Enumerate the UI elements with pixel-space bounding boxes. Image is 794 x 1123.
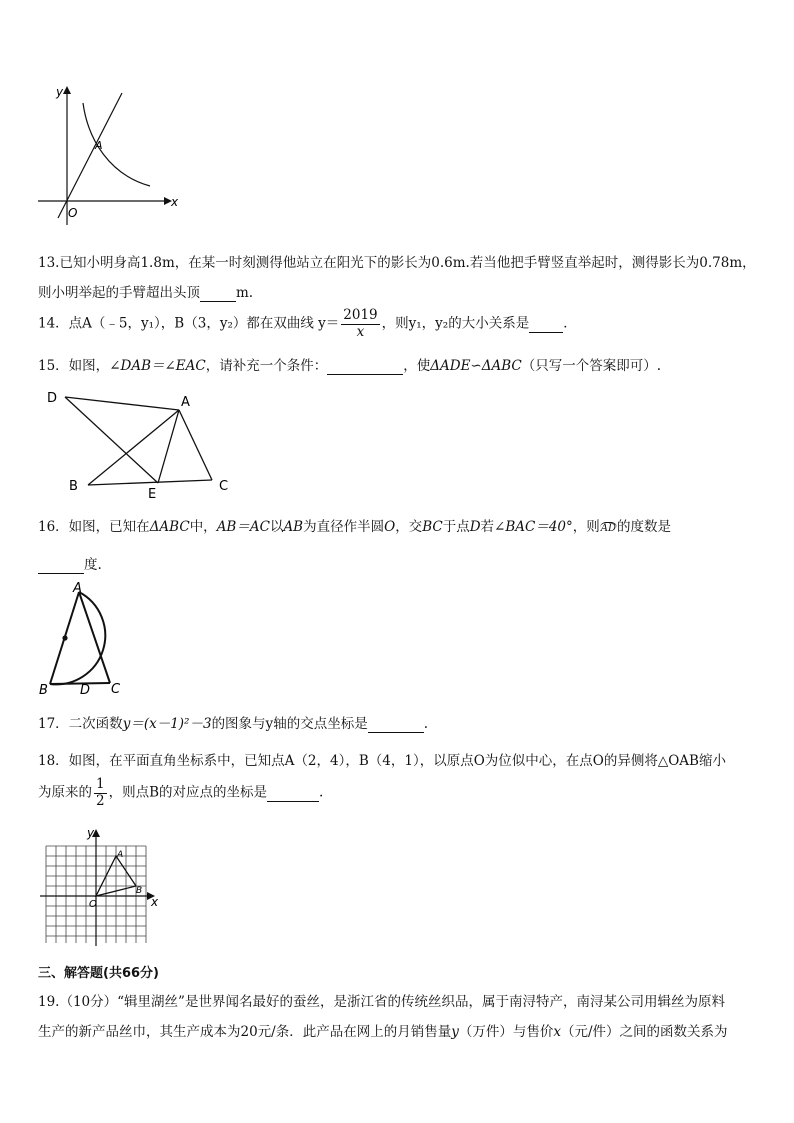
q16-ab: AB bbox=[283, 519, 304, 535]
q18-text-a: 为原来的 bbox=[38, 784, 92, 801]
q16-text-f: 于点 bbox=[442, 519, 470, 535]
fig18-label-y: y bbox=[87, 826, 95, 840]
q19-var-y: y bbox=[451, 1024, 459, 1040]
q17-function: y＝(x－1)²－3 bbox=[122, 716, 212, 732]
q17-text-c: . bbox=[423, 716, 428, 732]
q18-denominator: 2 bbox=[96, 792, 105, 809]
q16-text-i: 的度数是 bbox=[617, 519, 672, 535]
q18-numerator: 1 bbox=[96, 776, 105, 792]
fig12-label-y: y bbox=[56, 85, 64, 99]
q16-text-e: ，交 bbox=[395, 519, 423, 535]
q18-text-c: . bbox=[319, 784, 324, 801]
fig12-label-o: O bbox=[68, 206, 78, 220]
q13-text-b: m. bbox=[236, 285, 254, 301]
fig15-label-d: D bbox=[47, 391, 58, 406]
q19-line2 bbox=[38, 1020, 728, 1040]
q16-equality: AB＝AC bbox=[216, 519, 270, 535]
q19-text-b: （万件）与售价 bbox=[458, 1024, 554, 1040]
fig16-label-d: D bbox=[80, 683, 91, 698]
fig18-label-x: x bbox=[151, 895, 159, 909]
q15-text-a: 15．如图， bbox=[38, 358, 110, 374]
q16-text-a: 16．如图，已知在 bbox=[38, 519, 150, 535]
fig16-label-a: A bbox=[73, 581, 82, 596]
q16-text-j: 度. bbox=[84, 557, 102, 573]
q17-text-b: 的图象与y轴的交点坐标是 bbox=[211, 716, 368, 732]
q18-line1: 18．如图，在平面直角坐标系中，已知点A（2，4），B（4，1），以原点O为位似中心，在点O的异侧将△OAB缩小 bbox=[38, 753, 726, 769]
q19-text-a: 生产的新产品丝巾，其生产成本为20元/条．此产品在网上的月销售量 bbox=[38, 1024, 452, 1040]
q16-text-c: 以 bbox=[269, 519, 284, 535]
q16-triangle: ΔABC bbox=[149, 519, 190, 535]
q14-denominator: x bbox=[356, 323, 365, 340]
q15-text-d: （只写一个答案即可）. bbox=[521, 358, 662, 374]
fig18-label-o: O bbox=[89, 899, 97, 910]
q14-text-a: 14．点A（﹣5，y₁），B（3，y₂）都在双曲线 y＝ bbox=[38, 315, 340, 332]
q16-arc-ad: AD bbox=[600, 523, 617, 534]
fig15-label-b: B bbox=[69, 479, 78, 494]
q16-d: D bbox=[469, 519, 481, 535]
q16-text-b: 中， bbox=[189, 519, 217, 535]
q14-text-b: ，则y₁，y₂的大小关系是 bbox=[381, 315, 530, 332]
section-3-heading: 三、解答题(共66分) bbox=[38, 966, 159, 981]
q14-text-c: ． bbox=[563, 315, 577, 332]
q15-angle-expr: ∠DAB＝∠EAC bbox=[109, 358, 206, 374]
q16-angle: ∠BAC＝40° bbox=[494, 519, 573, 535]
q19-text-c: （元/件）之间的函数关系为 bbox=[561, 1024, 728, 1040]
q18-text-b: ，则点B的对应点的坐标是 bbox=[108, 784, 268, 801]
q19-var-x: x bbox=[553, 1024, 561, 1040]
q14-numerator: 2019 bbox=[343, 307, 378, 323]
q16-bc: BC bbox=[422, 519, 443, 535]
q16-o: O bbox=[384, 519, 396, 535]
q15-text-b: ，请补充一个条件： bbox=[205, 358, 328, 374]
fig18-label-a: A bbox=[117, 850, 124, 860]
q17-text-a: 17．二次函数 bbox=[38, 716, 123, 732]
fig12-label-x: x bbox=[171, 195, 179, 209]
fig12-label-a: A bbox=[95, 139, 103, 152]
q16-text-h: ，则 bbox=[572, 519, 600, 535]
fig16-label-c: C bbox=[111, 682, 121, 697]
fig15-label-e: E bbox=[148, 487, 157, 502]
q15-similar-expr: ΔADE∽ΔABC bbox=[430, 358, 522, 374]
q15-text-c: ，使 bbox=[403, 358, 431, 374]
q16-text-d: 为直径作半圆 bbox=[303, 519, 385, 535]
q13-text-a: 则小明举起的手臂超出头顶 bbox=[38, 285, 200, 301]
q19-line1: 19.（10分）“辑里湖丝”是世界闻名最好的蚕丝，是浙江省的传统丝织品，属于南浔特产，南浔某公司用辑丝为原料 bbox=[38, 994, 725, 1010]
fig15-label-a: A bbox=[181, 395, 190, 410]
fig18-label-b: B bbox=[136, 886, 143, 896]
fig15-label-c: C bbox=[219, 479, 229, 494]
q16-text-g: 若 bbox=[480, 519, 495, 535]
q13-line1: 13.已知小明身高1.8m，在某一时刻测得他站立在阳光下的影长为0.6m.若当他把手臂竖直举起时，测得影长为0.78m， bbox=[38, 255, 756, 271]
fig16-label-b: B bbox=[39, 683, 48, 698]
